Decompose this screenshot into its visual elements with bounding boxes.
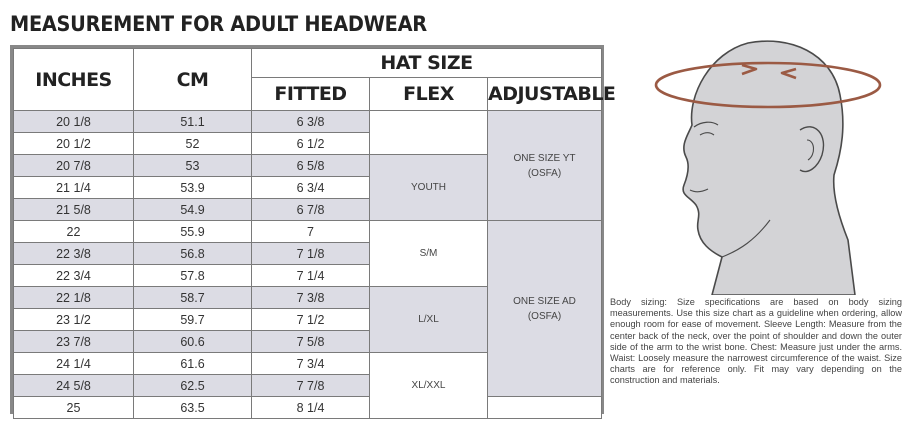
table-row bbox=[14, 111, 602, 133]
size-table bbox=[13, 48, 616, 419]
cell-fitted: 7 5/8 bbox=[252, 331, 370, 353]
cell-fitted: 6 1/2 bbox=[252, 133, 370, 155]
cell-fitted: 7 1/4 bbox=[252, 265, 370, 287]
cell-fitted: 6 5/8 bbox=[252, 155, 370, 177]
cell-cm: 59.7 bbox=[134, 309, 252, 331]
cell-inches: 24 5/8 bbox=[14, 375, 134, 397]
cell-fitted: 7 3/8 bbox=[252, 287, 370, 309]
cell-cm: 62.5 bbox=[134, 375, 252, 397]
head-measurement-icon bbox=[650, 25, 900, 295]
flex-sm: S/M bbox=[370, 221, 488, 287]
flex-lxl: L/XL bbox=[370, 287, 488, 353]
flex-youth: YOUTH bbox=[370, 155, 488, 221]
cell-cm: 60.6 bbox=[134, 331, 252, 353]
table-row bbox=[14, 397, 602, 419]
size-chart-table bbox=[10, 45, 616, 415]
page-title: MEASUREMENT FOR ADULT HEADWEAR bbox=[10, 12, 427, 36]
cell-cm: 58.7 bbox=[134, 287, 252, 309]
cell-cm: 54.9 bbox=[134, 199, 252, 221]
cell-inches: 24 1/4 bbox=[14, 353, 134, 375]
cell-inches: 20 1/8 bbox=[14, 111, 134, 133]
header-cm: CM bbox=[134, 49, 252, 111]
cell-inches: 22 3/4 bbox=[14, 265, 134, 287]
cell-fitted: 6 3/4 bbox=[252, 177, 370, 199]
header-fitted: FITTED bbox=[252, 78, 370, 111]
cell-fitted: 7 3/4 bbox=[252, 353, 370, 375]
cell-inches: 22 3/8 bbox=[14, 243, 134, 265]
header-hat-size: HAT SIZE bbox=[252, 49, 602, 78]
cell-cm: 57.8 bbox=[134, 265, 252, 287]
cell-inches: 21 5/8 bbox=[14, 199, 134, 221]
flex-xlxxl: XL/XXL bbox=[370, 353, 488, 419]
cell-inches: 23 7/8 bbox=[14, 331, 134, 353]
adjustable-blank bbox=[488, 397, 602, 419]
adjustable-one-size-ad bbox=[488, 221, 602, 397]
cell-inches: 22 1/8 bbox=[14, 287, 134, 309]
cell-cm: 53.9 bbox=[134, 177, 252, 199]
adjustable-one-size-yt bbox=[488, 111, 602, 221]
flex-blank bbox=[370, 111, 488, 155]
cell-cm: 55.9 bbox=[134, 221, 252, 243]
cell-inches: 23 1/2 bbox=[14, 309, 134, 331]
cell-cm: 51.1 bbox=[134, 111, 252, 133]
cell-fitted: 7 7/8 bbox=[252, 375, 370, 397]
header-inches: INCHES bbox=[14, 49, 134, 111]
cell-fitted: 7 bbox=[252, 221, 370, 243]
cell-cm: 53 bbox=[134, 155, 252, 177]
cell-fitted: 7 1/2 bbox=[252, 309, 370, 331]
cell-inches: 22 bbox=[14, 221, 134, 243]
cell-cm: 61.6 bbox=[134, 353, 252, 375]
table-row bbox=[14, 221, 602, 243]
adjustable-yt-label: ONE SIZE YT bbox=[513, 152, 576, 164]
cell-fitted: 8 1/4 bbox=[252, 397, 370, 419]
adjustable-ad-sub: (OSFA) bbox=[527, 310, 562, 322]
header-adjustable: ADJUSTABLE bbox=[488, 78, 602, 111]
adjustable-yt-sub: (OSFA) bbox=[527, 167, 562, 179]
cell-fitted: 6 7/8 bbox=[252, 199, 370, 221]
cell-fitted: 6 3/8 bbox=[252, 111, 370, 133]
cell-inches: 20 1/2 bbox=[14, 133, 134, 155]
cell-inches: 21 1/4 bbox=[14, 177, 134, 199]
cell-cm: 52 bbox=[134, 133, 252, 155]
cell-cm: 56.8 bbox=[134, 243, 252, 265]
cell-cm: 63.5 bbox=[134, 397, 252, 419]
adjustable-ad-label: ONE SIZE AD bbox=[513, 295, 576, 307]
cell-inches: 20 7/8 bbox=[14, 155, 134, 177]
cell-fitted: 7 1/8 bbox=[252, 243, 370, 265]
sizing-note: Body sizing: Size specifications are based on body sizing measurements. Use this size chart as a guideline when ordering, allow enough room for ease of movement. Sleeve Length: Measure from the center back of the neck, over the point of shoulder and down the outer side of the arm to the wrist bone. Chest: Measure just under the arms. Waist: Loosely measure the narrowest circumference of the waist. Size charts are for reference only. Fit may vary depending on the construction and materials. bbox=[610, 297, 902, 386]
header-flex: FLEX bbox=[370, 78, 488, 111]
cell-inches: 25 bbox=[14, 397, 134, 419]
